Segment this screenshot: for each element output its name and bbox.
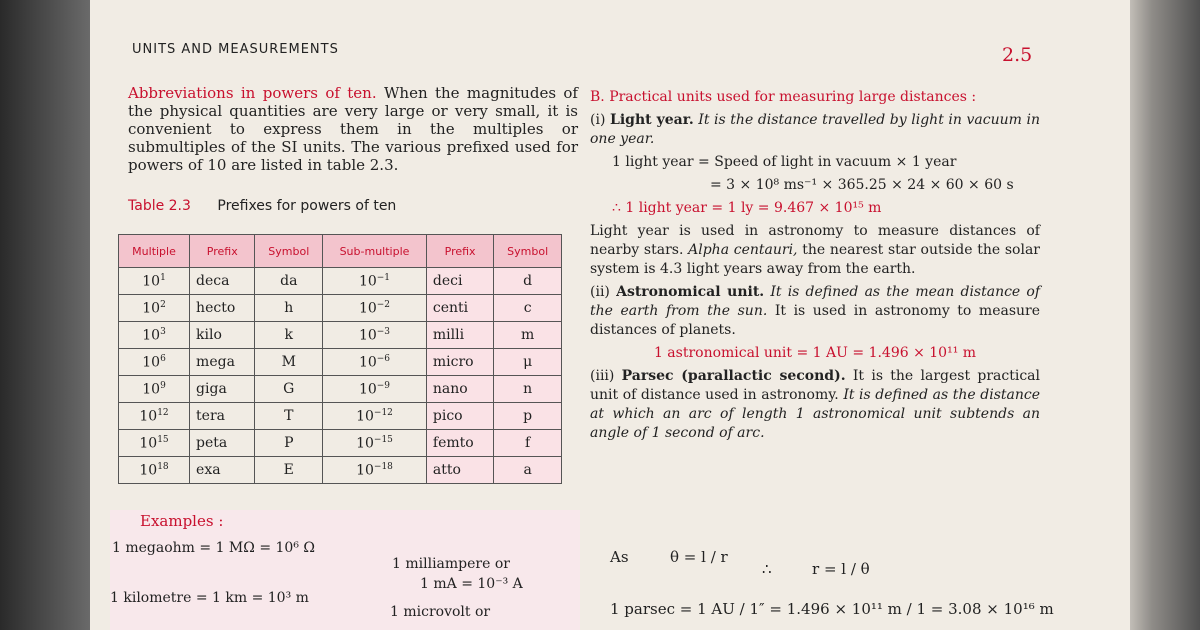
subprefix-cell: atto [426,457,493,484]
header-symbol-sub: Symbol [494,235,562,268]
table-row [119,376,562,403]
table-row [119,349,562,376]
symbol-cell: da [255,268,323,295]
submultiple-cell [323,349,427,376]
power-base: 10 [358,354,377,371]
ly-equation-1: 1 light year = Speed of light in vacuum × 1 year [612,154,957,170]
header-symbol: Symbol [255,235,323,268]
as-label: As [610,548,629,566]
au-definition: It is defined as the mean distance of the earth from the sun. [590,284,1041,319]
subprefix-cell: micro [426,349,493,376]
book-left-edge [0,0,90,630]
submultiple-cell [323,403,427,430]
multiple-cell [119,430,190,457]
intro-paragraph [128,84,578,174]
submultiple-cell [323,322,427,349]
prefix-cell: giga [190,376,255,403]
ly-definition: It is the distance travelled by light in vacuum in one year. [590,112,1040,147]
multiple-cell [119,295,190,322]
power-base: 10 [139,462,158,479]
submultiple-cell [323,430,427,457]
table-row [119,268,562,295]
power-exponent: −9 [376,380,391,391]
power-base: 10 [139,408,158,425]
symbol-cell: G [255,376,323,403]
table-header-row [119,235,562,268]
subprefix-cell: pico [426,403,493,430]
power-exponent: −2 [376,299,391,310]
therefore-symbol: ∴ [762,560,772,578]
header-prefix: Prefix [190,235,255,268]
power-base: 10 [356,462,374,479]
subsymbol-cell: n [494,376,562,403]
power-exponent: −3 [376,326,391,337]
pc-number: (iii) [590,368,615,384]
ly-term: Light year. [610,112,694,128]
header-prefix-sub: Prefix [426,235,493,268]
ly-usage-paragraph [590,222,1040,279]
power-exponent: 12 [157,407,169,418]
power-exponent: −15 [373,434,393,445]
textbook-page [90,0,1130,630]
r-equation: r = l / θ [812,560,870,578]
power-exponent: 9 [160,380,166,391]
symbol-cell: M [255,349,323,376]
prefix-cell: tera [190,403,255,430]
multiple-cell [119,349,190,376]
au-equation: 1 astronomical unit = 1 AU = 1.496 × 10¹¹ m [653,345,977,361]
table-body [119,268,562,484]
intro-heading: Abbreviations in powers of ten. [128,84,377,102]
subprefix-cell: nano [426,376,493,403]
table-caption [128,198,396,214]
power-exponent: 1 [160,272,166,283]
au-usage: It is used in astronomy to measure distances of planets. [590,303,1041,338]
prefix-cell: mega [190,349,255,376]
subsymbol-cell: f [494,430,562,457]
parsec-paragraph [590,367,1040,443]
power-base: 10 [358,327,377,344]
power-exponent: 15 [157,434,169,445]
ly-equation-2: = 3 × 10⁸ ms⁻¹ × 365.25 × 24 × 60 × 60 s [710,177,1014,193]
subprefix-cell: centi [426,295,493,322]
prefix-cell: hecto [190,295,255,322]
parsec-equation: 1 parsec = 1 AU / 1″ = 1.496 × 10¹¹ m / 1 = 3.08 × 10¹⁶ m [610,600,1054,618]
subprefix-cell: femto [426,430,493,457]
subsymbol-cell: p [494,403,562,430]
ly-alpha-centauri: Alpha centauri, [688,242,798,258]
subsymbol-cell: a [494,457,562,484]
prefix-cell: exa [190,457,255,484]
ly-usage: Light year is used in astronomy to measure distances of nearby stars. [590,223,1040,258]
subsymbol-cell: c [494,295,562,322]
symbol-cell: P [255,430,323,457]
power-exponent: −1 [376,272,391,283]
multiple-cell [119,457,190,484]
power-base: 10 [358,300,377,317]
power-base: 10 [142,300,161,317]
table-title: Prefixes for powers of ten [217,198,397,214]
multiple-cell [119,268,190,295]
right-column [590,88,1040,447]
power-exponent: 3 [160,326,166,337]
power-base: 10 [142,327,161,344]
running-title: UNITS AND MEASUREMENTS [132,42,339,57]
power-exponent: 6 [160,353,166,364]
theta-equation: θ = l / r [670,548,728,566]
table-row [119,322,562,349]
section-heading: B. Practical units used for measuring large distances : [590,89,977,105]
subsymbol-cell: m [494,322,562,349]
example-microvolt: 1 microvolt or [390,604,491,620]
table-row [119,457,562,484]
table-row [119,403,562,430]
au-number: (ii) [590,284,610,300]
symbol-cell: h [255,295,323,322]
subsymbol-cell: d [494,268,562,295]
intro-text: When the magnitudes of the physical quantities are very large or very small, it is convenient to express them in the multiples or submultiples of the SI units. The various prefixed used for powers of 10 are listed in table 2.3. [128,84,578,174]
power-base: 10 [356,435,374,452]
power-exponent: 2 [160,299,166,310]
subprefix-cell: milli [426,322,493,349]
power-base: 10 [358,381,377,398]
au-term: Astronomical unit. [616,284,765,300]
prefix-cell: peta [190,430,255,457]
prefix-cell: kilo [190,322,255,349]
example-kilometre: 1 kilometre = 1 km = 10³ m [110,590,309,606]
examples-label: Examples : [140,512,224,530]
submultiple-cell [323,268,427,295]
power-exponent: −6 [376,353,391,364]
submultiple-cell [323,376,427,403]
pc-text: It is the largest practical unit of distance used in astronomy. [590,368,1040,403]
subsymbol-cell: μ [494,349,562,376]
power-base: 10 [139,435,158,452]
multiple-cell [119,403,190,430]
pc-term: Parsec (parallactic second). [621,368,846,384]
power-base: 10 [142,381,161,398]
header-multiple: Multiple [119,235,190,268]
power-exponent: 18 [157,461,169,472]
multiple-cell [119,322,190,349]
table-row [119,430,562,457]
prefix-cell: deca [190,268,255,295]
ly-equation-3: ∴ 1 light year = 1 ly = 9.467 × 10¹⁵ m [612,200,882,216]
ly-usage-end: the nearest star outside the solar system is 4.3 light years away from the earth. [590,242,1040,277]
au-paragraph [590,283,1040,340]
table-row [119,295,562,322]
light-year-paragraph [590,111,1040,149]
prefix-table [118,234,562,484]
example-milliampere-value: 1 mA = 10⁻³ A [420,576,523,592]
example-milliampere: 1 milliampere or [392,556,510,572]
pc-definition: It is defined as the distance at which an arc of length 1 astronomical unit subtends an angle of 1 second of arc. [590,387,1040,441]
header-submultiple: Sub-multiple [323,235,427,268]
power-base: 10 [142,354,161,371]
book-spine [1120,0,1200,630]
power-exponent: −18 [373,461,393,472]
ly-number: (i) [590,112,606,128]
table-label: Table 2.3 [128,198,191,214]
symbol-cell: k [255,322,323,349]
page-number: 2.5 [1002,44,1033,66]
submultiple-cell [323,295,427,322]
subprefix-cell: deci [426,268,493,295]
power-base: 10 [356,408,374,425]
example-megaohm: 1 megaohm = 1 MΩ = 10⁶ Ω [112,540,315,556]
submultiple-cell [323,457,427,484]
power-base: 10 [358,273,377,290]
power-base: 10 [142,273,161,290]
symbol-cell: T [255,403,323,430]
symbol-cell: E [255,457,323,484]
power-exponent: −12 [373,407,393,418]
multiple-cell [119,376,190,403]
